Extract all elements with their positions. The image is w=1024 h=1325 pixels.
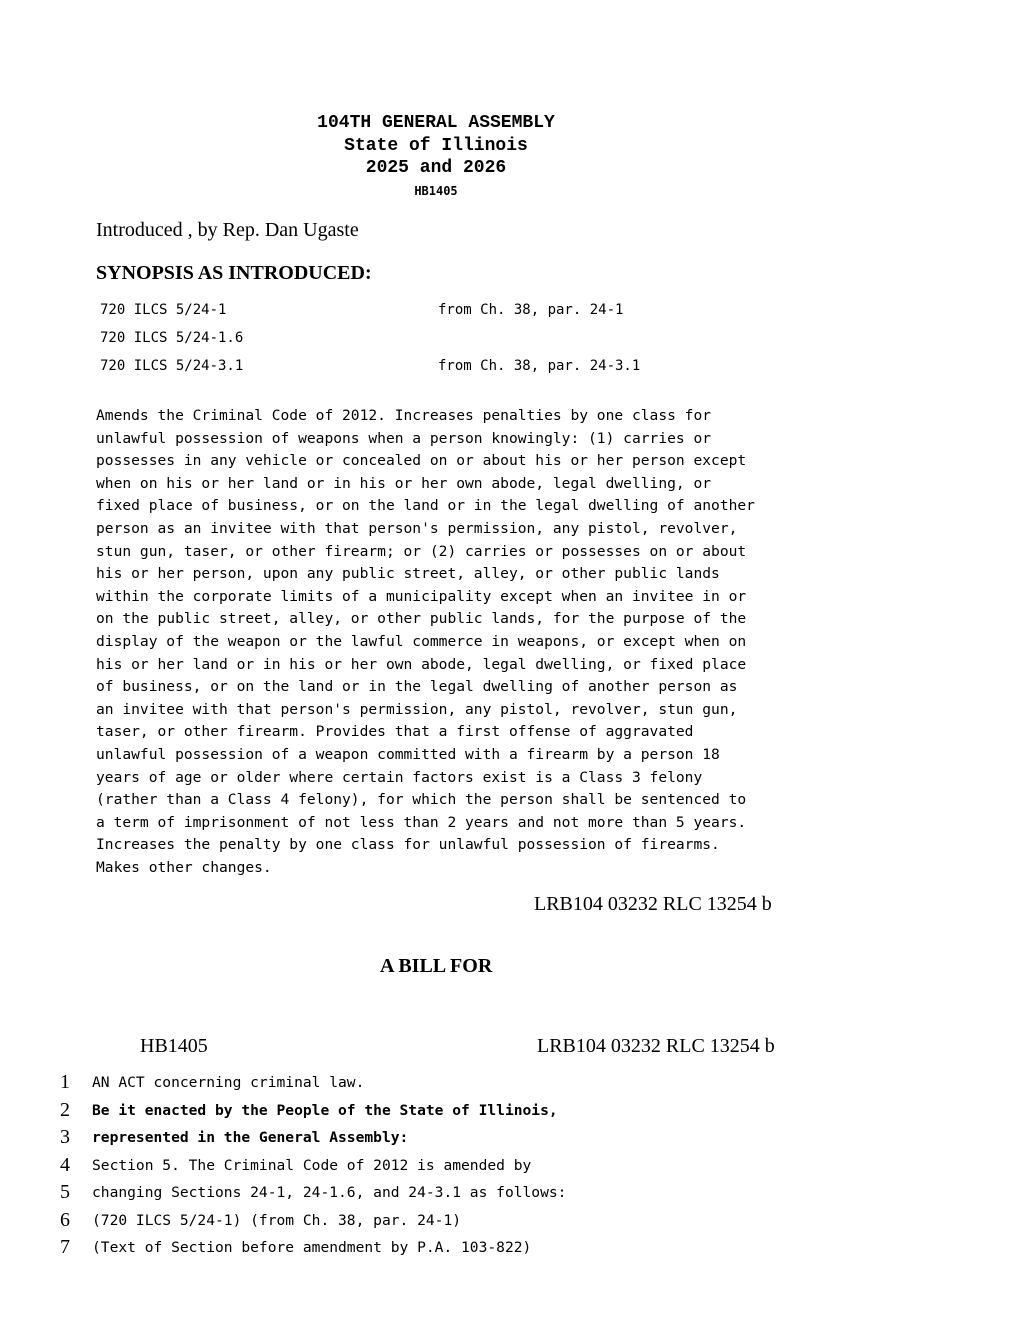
bill-for-heading: A BILL FOR (380, 955, 493, 977)
synopsis-line: a term of imprisonment of not less than 2 years and not more than 5 years. (96, 813, 747, 831)
synopsis-line: within the corporate limits of a municipality except when an invitee in or (96, 587, 747, 605)
page-header-lrb: LRB104 03232 RLC 13254 b (537, 1035, 775, 1057)
citation-from: from Ch. 38, par. 24-1 (438, 302, 624, 318)
synopsis-line: Increases the penalty by one class for unlawful possession of firearms. (96, 836, 720, 854)
line-number: 7 (60, 1236, 70, 1258)
synopsis-line: when on his or her land or in his or her own abode, legal dwelling, or (96, 474, 712, 492)
synopsis-line: (rather than a Class 4 felony), for which the person shall be sentenced to (96, 791, 747, 809)
synopsis-line: Makes other changes. (96, 858, 272, 876)
synopsis-line: of business, or on the land or in the legal dwelling of another person as (96, 678, 738, 696)
bill-line: represented in the General Assembly: (92, 1129, 409, 1146)
synopsis-line: Amends the Criminal Code of 2012. Increases penalties by one class for (96, 407, 712, 424)
synopsis-line: his or her land or in his or her own abode, legal dwelling, or fixed place (96, 655, 747, 673)
bill-line: AN ACT concerning criminal law. (92, 1074, 365, 1091)
synopsis-paragraph (96, 405, 796, 879)
synopsis-line: stun gun, taser, or other firearm; or (2) carries or possesses on or about (96, 542, 747, 560)
bill-number: HB1405 (414, 184, 458, 198)
citation-statute: 720 ILCS 5/24-1.6 (100, 330, 244, 346)
session-years: 2025 and 2026 (365, 158, 507, 178)
line-number: 3 (60, 1126, 70, 1148)
synopsis-line: years of age or older where certain factors exist is a Class 3 felony (96, 768, 703, 786)
state-title: State of Illinois (344, 136, 528, 156)
assembly-title: 104TH GENERAL ASSEMBLY (317, 113, 555, 133)
line-number: 6 (60, 1209, 70, 1231)
bill-line: (720 ILCS 5/24-1) (from Ch. 38, par. 24-1) (92, 1212, 462, 1229)
synopsis-line: an invitee with that person's permission, any pistol, revolver, stun gun, (96, 700, 738, 718)
synopsis-line: fixed place of business, or on the land or in the legal dwelling of another (96, 497, 755, 515)
synopsis-heading: SYNOPSIS AS INTRODUCED: (96, 262, 372, 284)
introduced-by: Introduced , by Rep. Dan Ugaste (96, 219, 359, 241)
synopsis-line: his or her person, upon any public street, alley, or other public lands (96, 565, 720, 583)
bill-line: Be it enacted by the People of the State of Illinois, (92, 1102, 558, 1119)
line-number: 4 (60, 1154, 70, 1176)
synopsis-line: possesses in any vehicle or concealed on or about his or her person except (96, 452, 747, 470)
synopsis-line: person as an invitee with that person's permission, any pistol, revolver, (96, 519, 738, 537)
line-number: 1 (60, 1071, 70, 1093)
bill-line: changing Sections 24-1, 24-1.6, and 24-3.1 as follows: (92, 1184, 567, 1201)
citation-statute: 720 ILCS 5/24-3.1 (100, 358, 244, 374)
synopsis-line: unlawful possession of weapons when a person knowingly: (1) carries or (96, 429, 712, 447)
synopsis-line: display of the weapon or the lawful commerce in weapons, or except when on (96, 632, 747, 650)
lrb-code: LRB104 03232 RLC 13254 b (534, 893, 772, 915)
citation-statute: 720 ILCS 5/24-1 (100, 302, 227, 318)
line-number: 2 (60, 1099, 70, 1121)
synopsis-line: on the public street, alley, or other public lands, for the purpose of the (96, 610, 747, 628)
bill-line: (Text of Section before amendment by P.A. 103-822) (92, 1239, 532, 1256)
line-number: 5 (60, 1181, 70, 1203)
synopsis-line: taser, or other firearm. Provides that a first offense of aggravated (96, 723, 694, 741)
citation-from: from Ch. 38, par. 24-3.1 (438, 358, 641, 374)
page-header-bill: HB1405 (140, 1035, 208, 1057)
synopsis-line: unlawful possession of a weapon committed with a firearm by a person 18 (96, 745, 720, 763)
bill-line: Section 5. The Criminal Code of 2012 is amended by (92, 1157, 532, 1174)
